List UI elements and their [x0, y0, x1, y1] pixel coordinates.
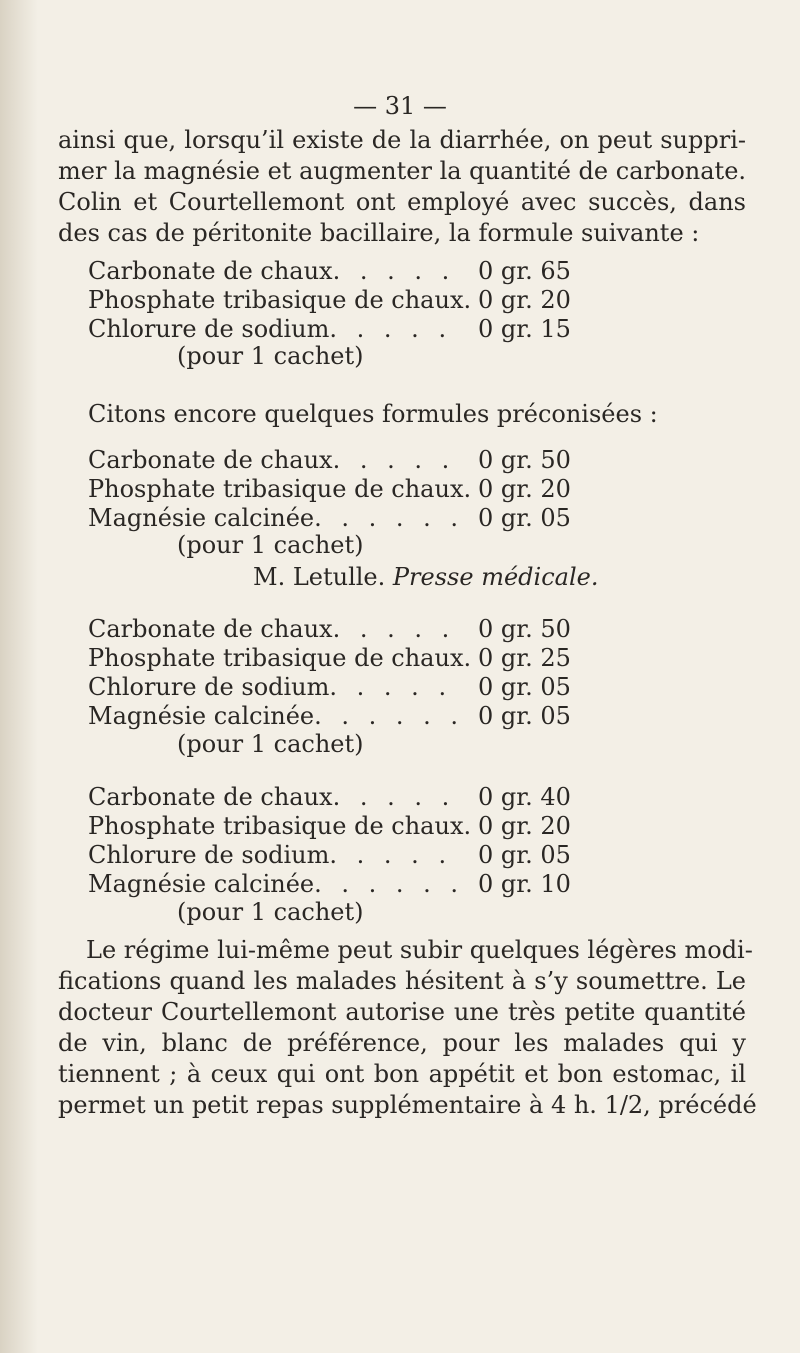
leader-dots: . . . . . [329, 673, 453, 701]
text-line: fications quand les malades hésitent à s’y soumettre. Le [58, 967, 746, 995]
formula-row [88, 673, 688, 702]
dosage-note: (pour 1 cachet) [177, 898, 364, 926]
text-line: permet un petit repas supplémentaire à 4 h. 1/2, précédé [58, 1091, 757, 1119]
ingredient-name: Phosphate tribasique de chaux. [88, 812, 472, 840]
formula-row [88, 702, 688, 731]
formula-row [88, 286, 688, 315]
ingredient-quantity: 0 gr. 50 [478, 446, 571, 474]
ingredient-quantity: 0 gr. 40 [478, 783, 571, 811]
text-line: mer la magnésie et augmenter la quantité de carbonate. [58, 157, 747, 185]
formula-row [88, 870, 688, 899]
ingredient-name: Chlorure de sodium [88, 315, 330, 343]
leader-dots: . . . . . [332, 446, 456, 474]
text-line: des cas de péritonite bacillaire, la formule suivante : [58, 219, 700, 247]
ingredient-name: Magnésie calcinée [88, 870, 315, 898]
leader-dots: . . . . . [332, 615, 456, 643]
leader-dots: . . . . . [332, 257, 456, 285]
leader-dots: . . . . . . [314, 870, 465, 898]
ingredient-quantity: 0 gr. 20 [478, 286, 571, 314]
leader-dots: . . . . . [329, 841, 453, 869]
ingredient-name: Phosphate tribasique de chaux. [88, 475, 472, 503]
citation [253, 563, 598, 591]
page-number: — 31 — [353, 92, 447, 120]
ingredient-name: Carbonate de chaux [88, 257, 333, 285]
formula-row [88, 257, 688, 286]
formula-row [88, 783, 688, 812]
leader-dots: . . . . . . [314, 504, 465, 532]
text-line: docteur Courtellemont autorise une très petite quantité [58, 998, 746, 1026]
formula-row [88, 841, 688, 870]
dosage-note: (pour 1 cachet) [177, 730, 364, 758]
ingredient-quantity: 0 gr. 10 [478, 870, 571, 898]
formula-row [88, 644, 688, 673]
ingredient-quantity: 0 gr. 20 [478, 812, 571, 840]
leader-dots: . . . . . [332, 783, 456, 811]
ingredient-quantity: 0 gr. 15 [478, 315, 571, 343]
transition-sentence: Citons encore quelques formules préconisées : [88, 400, 658, 428]
formula-1 [88, 257, 688, 344]
leader-dots: . . . . . [329, 315, 453, 343]
page-gutter-shadow [0, 0, 38, 1353]
text-line: de vin, blanc de préférence, pour les malades qui y [58, 1029, 746, 1057]
ingredient-quantity: 0 gr. 05 [478, 673, 571, 701]
ingredient-name: Magnésie calcinée [88, 702, 315, 730]
ingredient-name: Carbonate de chaux [88, 615, 333, 643]
citation-author: M. Letulle. [253, 563, 386, 591]
text-line: Colin et Courtellemont ont employé avec succès, dans [58, 188, 746, 216]
formula-row [88, 615, 688, 644]
ingredient-name: Magnésie calcinée [88, 504, 315, 532]
formula-row [88, 446, 688, 475]
text-line: tiennent ; à ceux qui ont bon appétit et bon estomac, il [58, 1060, 746, 1088]
closing-paragraph [58, 935, 757, 1121]
leader-dots: . . . . . . [314, 702, 465, 730]
ingredient-name: Phosphate tribasique de chaux. [88, 286, 472, 314]
ingredient-quantity: 0 gr. 05 [478, 702, 571, 730]
ingredient-name: Carbonate de chaux [88, 783, 333, 811]
formula-3 [88, 615, 688, 731]
formula-4 [88, 783, 688, 899]
dosage-note: (pour 1 cachet) [177, 342, 364, 370]
text-line: ainsi que, lorsqu’il existe de la diarrhée, on peut suppri- [58, 126, 746, 154]
ingredient-quantity: 0 gr. 50 [478, 615, 571, 643]
ingredient-quantity: 0 gr. 05 [478, 504, 571, 532]
formula-2 [88, 446, 688, 533]
text-line: Le régime lui-même peut subir quelques légères modi- [86, 936, 753, 964]
formula-row [88, 812, 688, 841]
formula-row [88, 475, 688, 504]
formula-row [88, 504, 688, 533]
ingredient-quantity: 0 gr. 20 [478, 475, 571, 503]
ingredient-quantity: 0 gr. 65 [478, 257, 571, 285]
ingredient-name: Chlorure de sodium [88, 673, 330, 701]
ingredient-name: Phosphate tribasique de chaux. [88, 644, 472, 672]
citation-source: Presse médicale. [392, 563, 599, 591]
ingredient-quantity: 0 gr. 05 [478, 841, 571, 869]
formula-row [88, 315, 688, 344]
ingredient-name: Chlorure de sodium [88, 841, 330, 869]
ingredient-quantity: 0 gr. 25 [478, 644, 571, 672]
intro-paragraph [58, 125, 746, 249]
dosage-note: (pour 1 cachet) [177, 531, 364, 559]
ingredient-name: Carbonate de chaux [88, 446, 333, 474]
